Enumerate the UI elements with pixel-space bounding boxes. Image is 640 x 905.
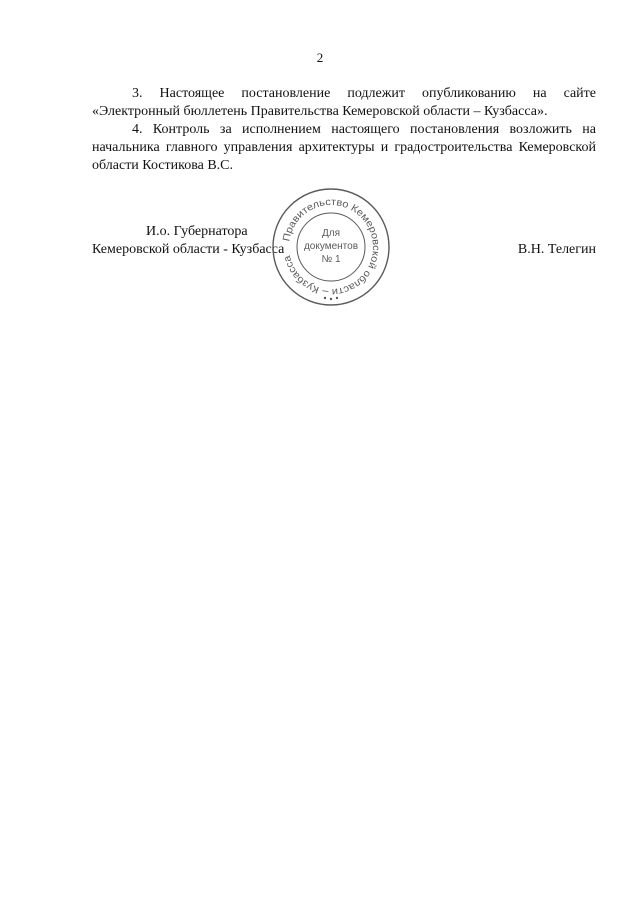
- page-number: 2: [316, 50, 324, 65]
- document-body: [92, 85, 596, 175]
- seal-center-line-2: документов: [303, 241, 359, 252]
- seal-center-line-3: № 1: [321, 254, 341, 265]
- paragraph-4: 4. Контроль за исполнением настоящего постановления возложить на начальника главного управления архитектуры и градостроительства Кемеровской области Костикова В.С.: [92, 122, 596, 173]
- signatory-name: В.Н. Телегин: [517, 242, 596, 257]
- seal-graphic: [270, 186, 392, 308]
- official-seal-stamp: [270, 186, 392, 308]
- seal-center-line-1: Для: [321, 228, 341, 239]
- seal-dot: [330, 298, 332, 300]
- seal-dot: [324, 297, 326, 299]
- seal-ring-text: Правительство Кемеровской области – Кузбасса: [281, 196, 382, 298]
- signatory-organization: Кемеровской области - Кузбасса: [92, 242, 285, 257]
- seal-dot: [336, 297, 338, 299]
- signatory-position: И.о. Губернатора: [146, 224, 248, 239]
- paragraph-3: 3. Настоящее постановление подлежит опубликованию на сайте «Электронный бюллетень Правительства Кемеровской области – Кузбасса».: [92, 86, 596, 119]
